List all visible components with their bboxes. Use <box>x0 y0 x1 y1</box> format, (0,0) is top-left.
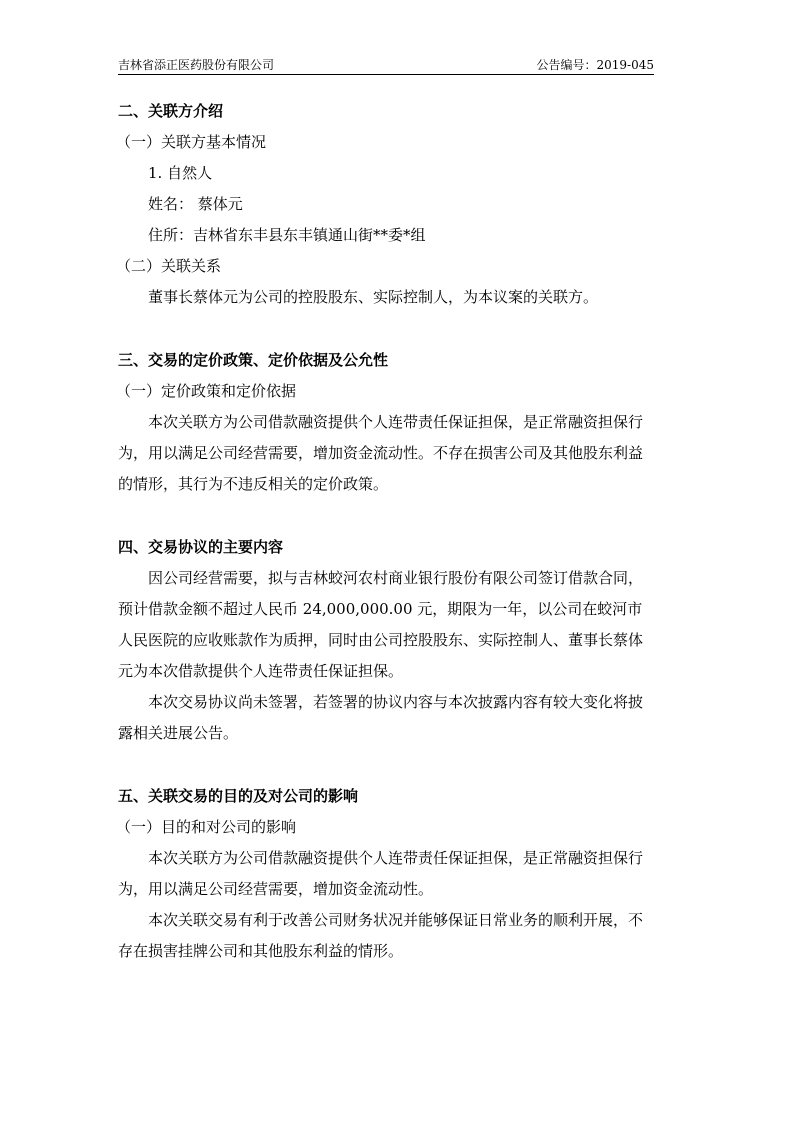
section-3-title: 三、交易的定价政策、定价依据及公允性 <box>118 351 389 369</box>
section-3-line-1: 本次关联方为公司借款融资提供个人连带责任保证担保，是正常融资担保行 <box>148 413 644 431</box>
section-5-title: 五、关联交易的目的及对公司的影响 <box>118 787 359 805</box>
section-5-line-2: 为，用以满足公司经营需要，增加资金流动性。 <box>118 880 434 898</box>
section-3-line-2: 为，用以满足公司经营需要，增加资金流动性。不存在损害公司及其他股东利益 <box>118 444 644 462</box>
section-5-subheading-1: （一）目的和对公司的影响 <box>116 818 297 836</box>
document-body <box>118 96 678 967</box>
section-2-subheading-1: （一）关联方基本情况 <box>116 133 267 151</box>
section-2-address: 住所：吉林省东丰县东丰镇通山街**委*组 <box>148 226 426 244</box>
section-5-line-1: 本次关联方为公司借款融资提供个人连带责任保证担保，是正常融资担保行 <box>148 849 644 867</box>
page-header <box>118 56 654 75</box>
section-4-line-5: 本次交易协议尚未签署，若签署的协议内容与本次披露内容有较大变化将披 <box>148 693 644 711</box>
section-4-line-4: 元为本次借款提供个人连带责任保证担保。 <box>118 662 404 680</box>
section-gap <box>118 313 678 345</box>
section-gap <box>118 749 678 781</box>
section-3-line-3: 的情形，其行为不违反相关的定价政策。 <box>118 475 389 493</box>
section-2-relation: 董事长蔡体元为公司的控股股东、实际控制人，为本议案的关联方。 <box>148 288 599 306</box>
section-4-line-6: 露相关进展公告。 <box>118 724 239 742</box>
section-4-title: 四、交易协议的主要内容 <box>118 538 284 556</box>
section-2-subheading-2: （二）关联关系 <box>116 257 222 275</box>
section-2-name: 姓名： 蔡体元 <box>148 195 243 213</box>
section-gap <box>118 500 678 532</box>
notice-number: 公告编号：2019-045 <box>536 58 654 72</box>
section-5-line-3: 本次关联交易有利于改善公司财务状况并能够保证日常业务的顺利开展，不 <box>148 911 644 929</box>
company-name: 吉林省添正医药股份有限公司 <box>118 58 275 72</box>
section-4-line-1: 因公司经营需要，拟与吉林蛟河农村商业银行股份有限公司签订借款合同， <box>148 569 644 587</box>
section-4-line-3: 人民医院的应收账款作为质押，同时由公司控股股东、实际控制人、董事长蔡体 <box>118 631 644 649</box>
section-2-title: 二、关联方介绍 <box>118 102 224 120</box>
section-5-line-4: 存在损害挂牌公司和其他股东利益的情形。 <box>118 942 404 960</box>
section-2-item-1: 1. 自然人 <box>148 164 213 182</box>
section-3-subheading-1: （一）定价政策和定价依据 <box>116 382 297 400</box>
section-4-line-2: 预计借款金额不超过人民币 24,000,000.00 元，期限为一年，以公司在蛟河市 <box>118 600 643 618</box>
